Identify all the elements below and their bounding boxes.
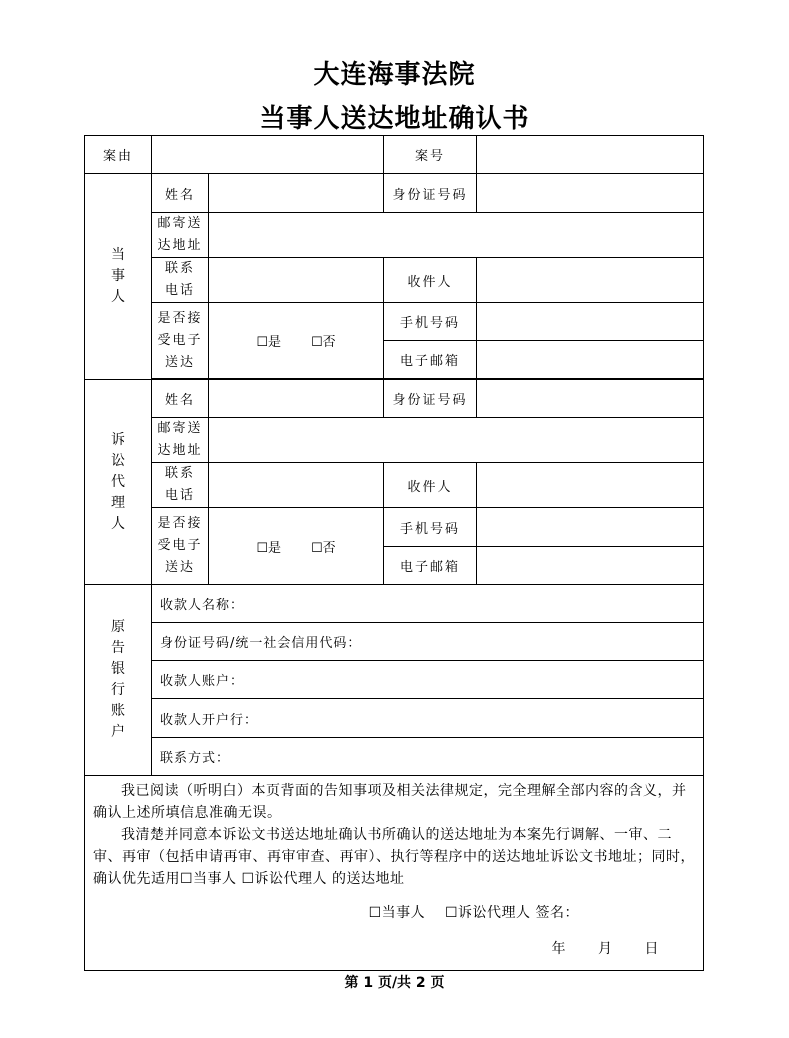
sign-party-checkbox[interactable]: ☐当事人	[368, 905, 426, 921]
party-recipient-field[interactable]	[477, 258, 704, 303]
signature-line	[93, 902, 695, 924]
sign-agent-checkbox[interactable]: ☐诉讼代理人	[444, 905, 531, 921]
court-name: 大连海事法院	[313, 60, 476, 90]
agent-address-field[interactable]	[209, 418, 704, 463]
payee-name-field[interactable]: 收款人名称：	[152, 585, 704, 623]
party-edelivery-options	[209, 303, 384, 379]
agent-edelivery-no-checkbox[interactable]: ☐否	[311, 540, 336, 556]
agent-mobile-field[interactable]	[477, 508, 704, 547]
agent-id-label: 身份证号码	[384, 380, 477, 418]
agent-name-label: 姓名	[152, 380, 209, 418]
agent-phone-label: 联系 电话	[152, 463, 209, 508]
payee-id-field[interactable]: 身份证号码/统一社会信用代码：	[152, 623, 704, 661]
date-month: 月	[598, 941, 613, 957]
party-section-label: 当 事 人	[85, 174, 152, 380]
agent-edelivery-options	[209, 508, 384, 585]
payee-account-field[interactable]: 收款人账户：	[152, 661, 704, 699]
agent-edelivery-yes-checkbox[interactable]: ☐是	[256, 540, 281, 556]
party-phone-field[interactable]	[209, 258, 384, 303]
party-mobile-field[interactable]	[477, 303, 704, 341]
party-mobile-label: 手机号码	[384, 303, 477, 341]
party-address-field[interactable]	[209, 213, 704, 258]
declaration-paragraph-2: 我清楚并同意本诉讼文书送达地址确认书所确认的送达地址为本案先行调解、一审、二审、再审（包括申请再审、再审审查、再审）、执行等程序中的送达地址诉讼文书地址；同时，确认优先适用☐当事人 ☐诉讼代理人 的送达地址	[93, 827, 695, 887]
case-cause-field[interactable]	[152, 136, 384, 174]
case-no-field[interactable]	[477, 136, 704, 174]
party-email-label: 电子邮箱	[384, 341, 477, 379]
agent-mobile-label: 手机号码	[384, 508, 477, 547]
agent-recipient-label: 收件人	[384, 463, 477, 508]
agent-section-label: 诉 讼 代 理 人	[85, 380, 152, 585]
declaration-paragraph-1: 我已阅读（听明白）本页背面的告知事项及相关法律规定，完全理解全部内容的含义，并确认上述所填信息准确无误。	[93, 783, 687, 821]
party-name-label: 姓名	[152, 174, 209, 213]
party-edelivery-no-checkbox[interactable]: ☐否	[311, 335, 336, 350]
agent-edelivery-label: 是否接 受电子 送达	[152, 508, 209, 585]
document-title: 当事人送达地址确认书	[259, 104, 530, 134]
date-line	[93, 938, 695, 960]
party-id-field[interactable]	[477, 174, 704, 213]
agent-phone-field[interactable]	[209, 463, 384, 508]
case-cause-label: 案由	[85, 136, 152, 174]
date-day: 日	[644, 941, 659, 957]
agent-email-field[interactable]	[477, 547, 704, 585]
payee-bank-field[interactable]: 收款人开户行：	[152, 699, 704, 738]
sign-label: 签名：	[535, 905, 579, 921]
agent-recipient-field[interactable]	[477, 463, 704, 508]
declaration	[85, 776, 704, 971]
address-confirmation-form	[84, 135, 704, 971]
agent-email-label: 电子邮箱	[384, 547, 477, 585]
agent-id-field[interactable]	[477, 380, 704, 418]
page-number: 第 1 页/共 2 页	[344, 975, 445, 991]
party-edelivery-label: 是否接 受电子 送达	[152, 303, 209, 379]
party-address-label: 邮寄送 达地址	[152, 213, 209, 258]
party-id-label: 身份证号码	[384, 174, 477, 213]
contact-field[interactable]: 联系方式：	[152, 738, 704, 776]
agent-name-field[interactable]	[209, 380, 384, 418]
agent-address-label: 邮寄送 达地址	[152, 418, 209, 463]
date-year: 年	[551, 941, 566, 957]
party-phone-label: 联系 电话	[152, 258, 209, 303]
case-no-label: 案号	[384, 136, 477, 174]
bank-section-label: 原 告 银 行 账 户	[85, 585, 152, 776]
party-email-field[interactable]	[477, 341, 704, 379]
party-edelivery-yes-checkbox[interactable]: ☐是	[256, 335, 281, 350]
party-recipient-label: 收件人	[384, 258, 477, 303]
party-name-field[interactable]	[209, 174, 384, 213]
